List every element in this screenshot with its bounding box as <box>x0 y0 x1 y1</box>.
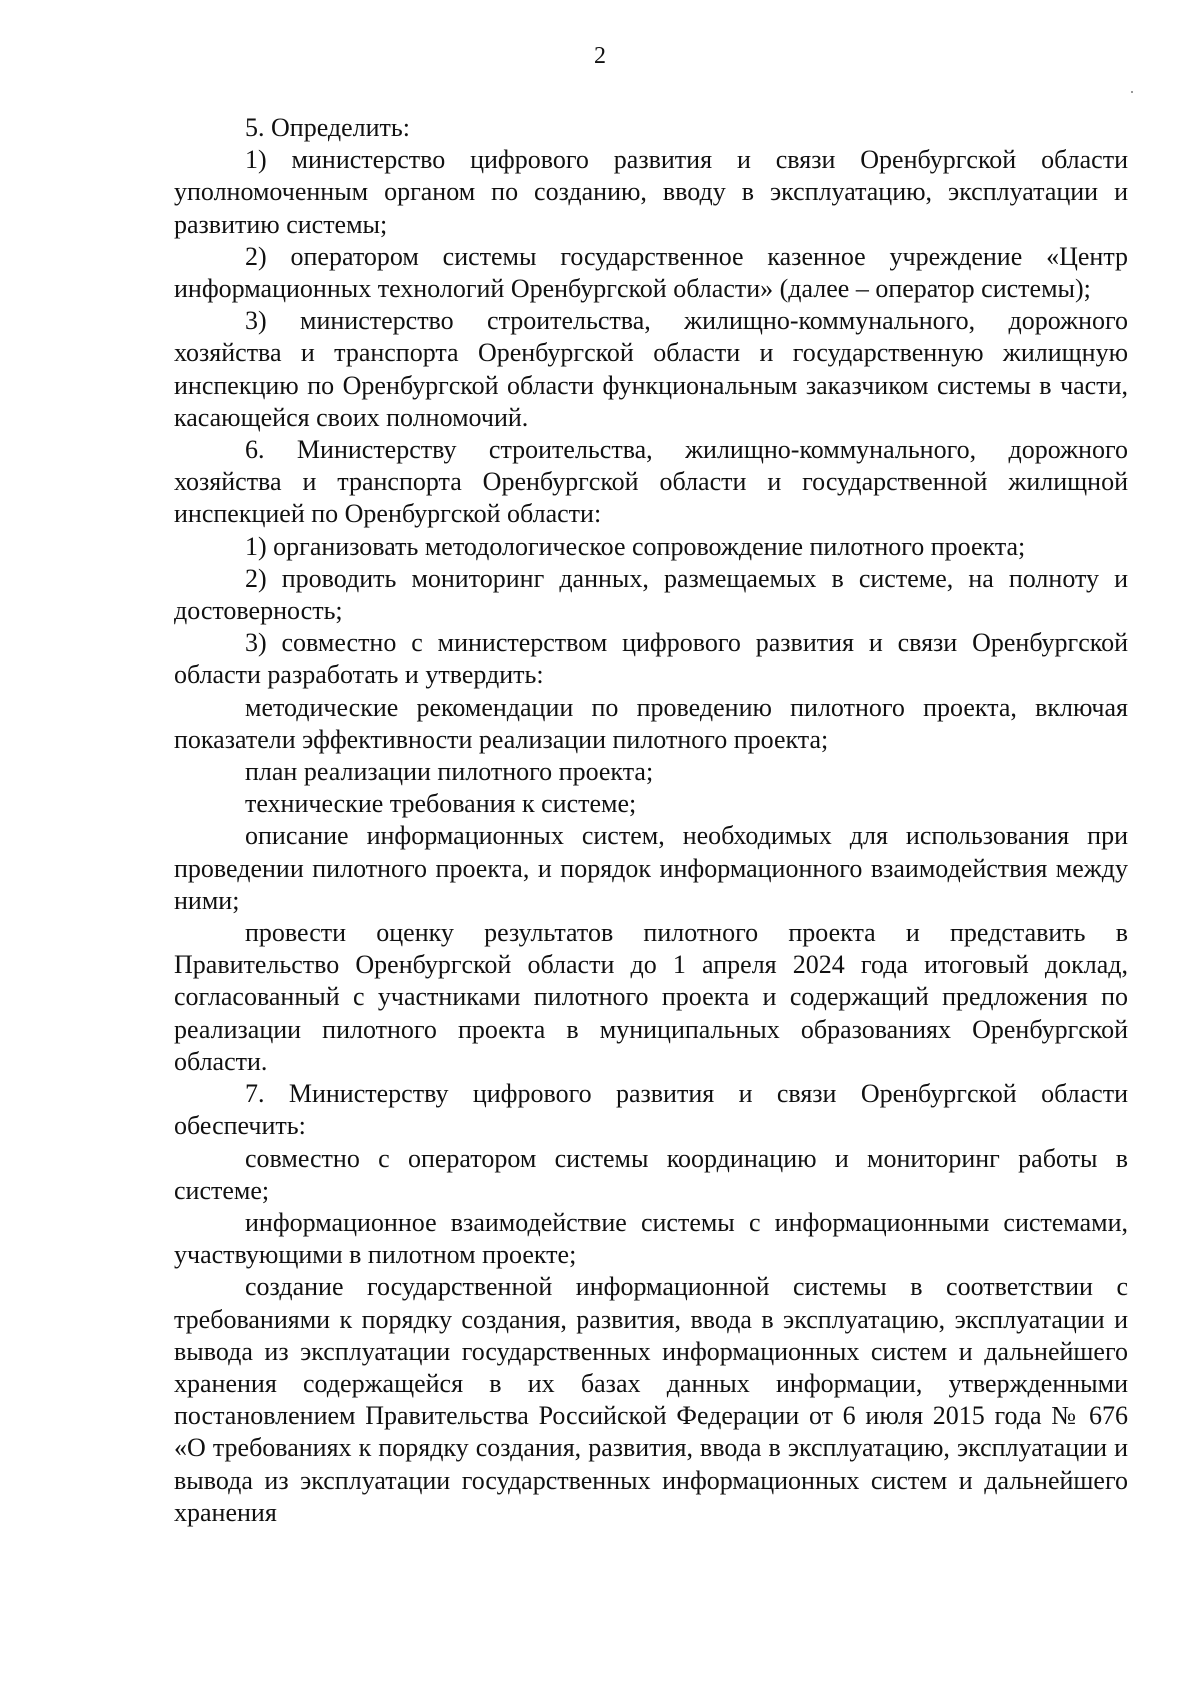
paragraph-6-item-2: 2) проводить мониторинг данных, размещаемых в системе, на полноту и достоверность; <box>174 563 1128 626</box>
paragraph-7-heading: 7. Министерству цифрового развития и связи Оренбургской области обеспечить: <box>174 1079 1128 1141</box>
paragraph-7-item-creation: создание государственной информационной системы в соответствии с требованиями к порядку создания, развития, ввода в эксплуатацию, эксплуатации и вывода из эксплуатации государственных информационных систем и дальнейшего хранения содержащейся в их базах данных информации, утвержденными постановлением Правительства Российской Федерации от 6 июля 2015 года № 676 «О требованиях к порядку создания, развития, ввода в эксплуатацию, эксплуатации и вывода из эксплуатации государственных информационных систем и дальнейшего хранения <box>174 1272 1128 1527</box>
paragraph-5-item-1: 1) министерство цифрового развития и связи Оренбургской области уполномоченным органом по созданию, вводу в эксплуатацию, эксплуатации и развитию системы; <box>174 145 1128 239</box>
paragraph-6-subitem-evaluation: провести оценку результатов пилотного проекта и представить в Правительство Оренбургской области до 1 апреля 2024 года итоговый доклад, согласованный с участниками пилотного проекта и содержащий предложения по реализации пилотного проекта в муниципальных образованиях Оренбургской области. <box>174 918 1128 1076</box>
paragraph-6-heading: 6. Министерству строительства, жилищно-коммунального, дорожного хозяйства и транспорта Оренбургской области и государственной жилищной инспекцией по Оренбургской области: <box>174 435 1128 529</box>
paragraph-7-item-interaction: информационное взаимодействие системы с информационными системами, участвующими в пилотном проекте; <box>174 1207 1128 1270</box>
paragraph-5-item-3: 3) министерство строительства, жилищно-коммунального, дорожного хозяйства и транспорта Оренбургской области и государственную жилищную инспекцию по Оренбургской области функциональным заказчиком системы в части, касающейся своих полномочий. <box>174 306 1128 432</box>
paragraph-5-item-2: 2) оператором системы государственное казенное учреждение «Центр информационных технологий Оренбургской области» (далее – оператор системы); <box>174 241 1128 304</box>
paragraph-6-subitem-recommendations: методические рекомендации по проведению пилотного проекта, включая показатели эффективности реализации пилотного проекта; <box>174 692 1128 754</box>
paragraph-6-item-3: 3) совместно с министерством цифрового развития и связи Оренбургской области разработать и утвердить: <box>174 628 1128 690</box>
paragraph-6-subitem-plan: план реализации пилотного проекта; <box>245 757 654 787</box>
document-body <box>174 112 1128 1529</box>
paragraph-7-item-coordination: совместно с оператором системы координацию и мониторинг работы в системе; <box>174 1143 1128 1205</box>
paragraph-6-subitem-description: описание информационных систем, необходимых для использования при проведении пилотного проекта, и порядок информационного взаимодействия между ними; <box>174 821 1128 915</box>
paragraph-6-item-1: 1) организовать методологическое сопровождение пилотного проекта; <box>245 531 1026 561</box>
page-number: 2 <box>594 43 606 69</box>
paragraph-5-heading: 5. Определить: <box>245 113 410 142</box>
scan-speck <box>1131 91 1133 93</box>
paragraph-6-subitem-requirements: технические требования к системе; <box>245 789 637 819</box>
